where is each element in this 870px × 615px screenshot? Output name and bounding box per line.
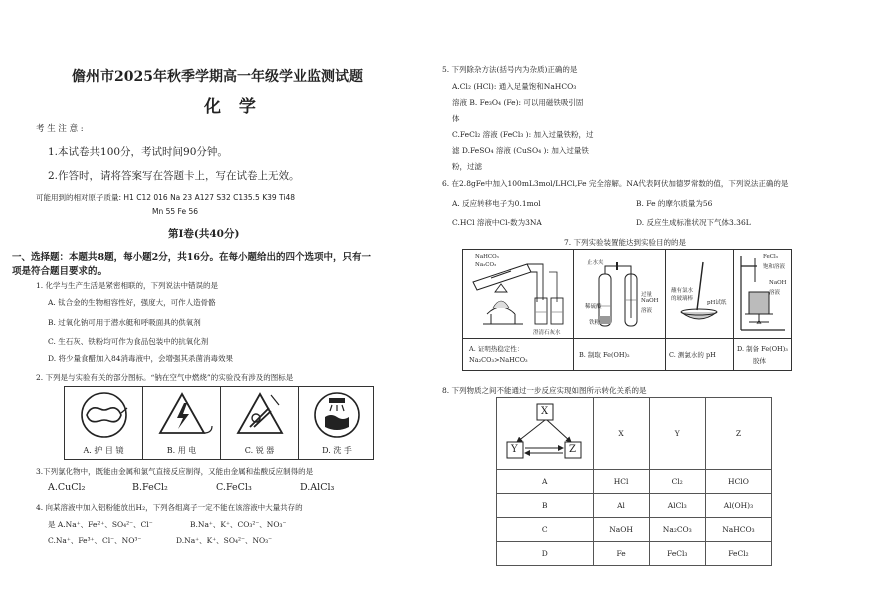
q8-cell-y: Na₂CO₃ <box>649 518 705 542</box>
q7-label-fecl3: FeCl₃ <box>763 254 778 260</box>
q8-row-label: D <box>497 542 594 566</box>
q5-stem: 5. 下列除杂方法(括号内为杂质)正确的是 <box>442 65 578 74</box>
q5-line-1: A.Cl₂ (HCl): 通入足量饱和NaHCO₃ <box>452 82 577 91</box>
q6-option-a: A. 反应转移电子为0.1mol <box>452 199 541 208</box>
table-row <box>497 518 772 542</box>
q8-diagram-cell <box>497 398 594 470</box>
q2-icon-sharp <box>221 387 299 459</box>
q1-option-c: C. 生石灰、铁粉均可作为食品包装中的抗氧化剂 <box>48 337 209 346</box>
electricity-warning-icon <box>143 387 221 443</box>
table-row <box>497 542 772 566</box>
q8-header-y: Y <box>649 398 705 470</box>
q4-option-c: C.Na⁺、Fe³⁺、Cl⁻、NO³⁻ <box>48 536 142 545</box>
section-instruction-1: 一、选择题：本题共8题，每小题2分，共16分。在每小题给出的四个选项中，只有一 <box>12 252 371 263</box>
q3-option-d: D.AlCl₃ <box>300 482 335 493</box>
q2-icon-strip <box>64 386 374 460</box>
q8-cell-y: AlCl₃ <box>649 494 705 518</box>
q7-caption-a-line1: A. 证明热稳定性： <box>469 345 524 353</box>
q8-cell-x: Al <box>593 494 649 518</box>
notice-item-2: 2.作答时，请将答案写在答题卡上，写在试卷上无效。 <box>48 170 300 182</box>
goggles-icon <box>65 387 143 443</box>
q8-table <box>496 397 772 566</box>
q6-option-c: C.HCl 溶液中Cl-数为3NA <box>452 218 542 227</box>
q2-icon-label-b: B. 用 电 <box>166 446 197 455</box>
q6-option-b: B. Fe 的摩尔质量为56 <box>636 199 713 208</box>
q5-line-2: 溶液 B. Fe₃O₄ (Fe): 可以用磁铁吸引固 <box>452 98 584 107</box>
q7-label-limewater: 澄清石灰水 <box>533 330 561 336</box>
q4-option-d: D.Na⁺、K⁺、SO₄²⁻、NO₃⁻ <box>176 536 273 545</box>
q8-cell-y: FeCl₃ <box>649 542 705 566</box>
q2-icon-goggles <box>65 387 143 459</box>
q6-option-d: D. 反应生成标准状况下气体3.36L <box>636 218 751 227</box>
q3-option-c: C.FeCl₃ <box>216 482 252 493</box>
q8-diagram-y: Y <box>511 444 518 455</box>
q7-label-excess: 过量 <box>641 292 653 298</box>
q7-caption-d-line2: 胶体 <box>753 357 766 365</box>
q7-label-glass-rod: 的玻璃棒 <box>671 296 694 302</box>
q7-stem: 7. 下列实验装置能达到实验目的的是 <box>564 238 687 247</box>
q8-header-x: X <box>593 398 649 470</box>
q8-header-z: Z <box>705 398 771 470</box>
q7-label-solution-d: 溶液 <box>769 290 781 296</box>
q5-line-3: 体 <box>452 114 460 123</box>
q7-apparatus-table <box>462 249 792 371</box>
q2-icon-label-a: A. 护 目 镜 <box>83 446 124 455</box>
q1-option-a: A. 钛合金的生物相容性好，强度大，可作人造骨骼 <box>48 298 216 307</box>
q8-cell-z: FeCl₂ <box>705 542 771 566</box>
q7-label-naoh: NaOH <box>641 298 659 304</box>
q8-cell-z: Al(OH)₃ <box>705 494 771 518</box>
q2-stem: 2. 下列是与实验有关的部分图标。“钠在空气中燃烧”的实验没有涉及的图标是 <box>36 373 294 382</box>
q4-option-b: B.Na⁺、K⁺、CO₃²⁻、NO₃⁻ <box>190 520 287 529</box>
notice-item-1: 1.本试卷共100分，考试时间90分钟。 <box>48 146 228 158</box>
exam-title: 儋州市2025年秋季学期高一年级学业监测试题 <box>72 69 363 85</box>
q7-caption-c: C. 测氯水的 pH <box>669 351 716 359</box>
q7-label-ph-paper: pH试纸 <box>707 300 727 306</box>
q3-stem: 3.下列氯化物中，既能由金属和氯气直接反应制得，又能由金属和盐酸反应制得的是 <box>36 467 314 476</box>
atomic-mass-line-2: Mn 55 Fe 56 <box>152 207 198 216</box>
sharp-object-icon <box>221 387 299 443</box>
q7-label-naoh-d: NaOH <box>769 280 787 286</box>
q8-row-label: B <box>497 494 594 518</box>
q7-label-stop-clamp: 止水夹 <box>587 260 604 266</box>
q1-stem: 1. 化学与生产生活是紧密相联的，下列说法中错误的是 <box>36 281 219 290</box>
table-row <box>497 470 772 494</box>
q2-icon-wash <box>299 387 375 459</box>
q8-stem: 8. 下列物质之间不能通过一步反应实现如图所示转化关系的是 <box>442 386 647 395</box>
q7-label-dilute-acid: 稀硫酸 <box>585 304 602 310</box>
q7-label-solution: 溶液 <box>641 308 653 314</box>
q7-label-iron-powder: 铁粉 <box>589 320 601 326</box>
q8-cell-z: NaHCO₃ <box>705 518 771 542</box>
q8-diagram-x: X <box>541 406 549 417</box>
q7-caption-b: B. 制取 Fe(OH)₂ <box>579 351 630 359</box>
q4-option-a: 是 A.Na⁺、Fe²⁺、SO₄²⁻、Cl⁻ <box>48 520 153 529</box>
q5-line-5: 滤 D.FeSO₄ 溶液 (CuSO₄ ): 加入过量铁 <box>452 146 589 155</box>
q5-line-6: 粉，过滤 <box>452 162 482 171</box>
q8-cell-y: Cl₂ <box>649 470 705 494</box>
q8-diagram-z: Z <box>569 444 576 455</box>
q2-icon-label-d: D. 洗 手 <box>322 446 352 455</box>
q7-label-na2co3: Na₂CO₃ <box>475 262 497 268</box>
q8-cell-x: NaOH <box>593 518 649 542</box>
q7-caption-d-line1: D. 制备 Fe(OH)₃ <box>737 345 788 353</box>
q8-cell-z: HClO <box>705 470 771 494</box>
part1-title: 第Ⅰ卷(共40分) <box>168 228 240 240</box>
q8-cell-x: Fe <box>593 542 649 566</box>
q7-label-nahco3: NaHCO₃ <box>475 254 499 260</box>
q5-line-4: C.FeCl₂ 溶液 (FeCl₃ ): 加入过量铁粉，过 <box>452 130 594 139</box>
atomic-mass-line-1: 可能用到的相对原子质量: H1 C12 016 Na 23 A127 S32 C135.5 K39 Ti48 <box>36 193 296 202</box>
table-row <box>497 494 772 518</box>
hand-wash-icon <box>299 387 375 443</box>
section-instruction-2: 项是符合题目要求的。 <box>12 266 108 277</box>
notice-heading: 考 生 注 意 : <box>36 124 84 134</box>
q6-stem: 6. 在2.8gFe中加入100mL3mol/LHCl,Fe 完全溶解。NA代表阿伏加德罗常数的值，下列说法正确的是 <box>442 179 789 188</box>
q4-stem: 4. 向某溶液中加入铝粉能放出H₂，下列各组离子一定不能在该溶液中大量共存的 <box>36 503 303 512</box>
q8-row-label: A <box>497 470 594 494</box>
q3-option-b: B.FeCl₂ <box>132 482 168 493</box>
q1-option-b: B. 过氧化钠可用于潜水艇和呼吸面具的供氧剂 <box>48 318 201 327</box>
q1-option-d: D. 将少量食醋加入84消毒液中，会增强其杀菌消毒效果 <box>48 354 234 363</box>
q2-icon-electric <box>143 387 221 459</box>
q8-cell-x: HCl <box>593 470 649 494</box>
q2-icon-label-c: C. 锐 器 <box>244 446 275 455</box>
q3-option-a: A.CuCl₂ <box>48 482 86 493</box>
q7-caption-a-line2: Na₂CO₃>NaHCO₃ <box>469 356 528 364</box>
q7-label-saturated: 饱和溶液 <box>763 264 786 270</box>
q8-row-label: C <box>497 518 594 542</box>
q7-label-chlorine-water: 蘸有氯水 <box>671 288 694 294</box>
subject-title: 化 学 <box>204 97 262 117</box>
